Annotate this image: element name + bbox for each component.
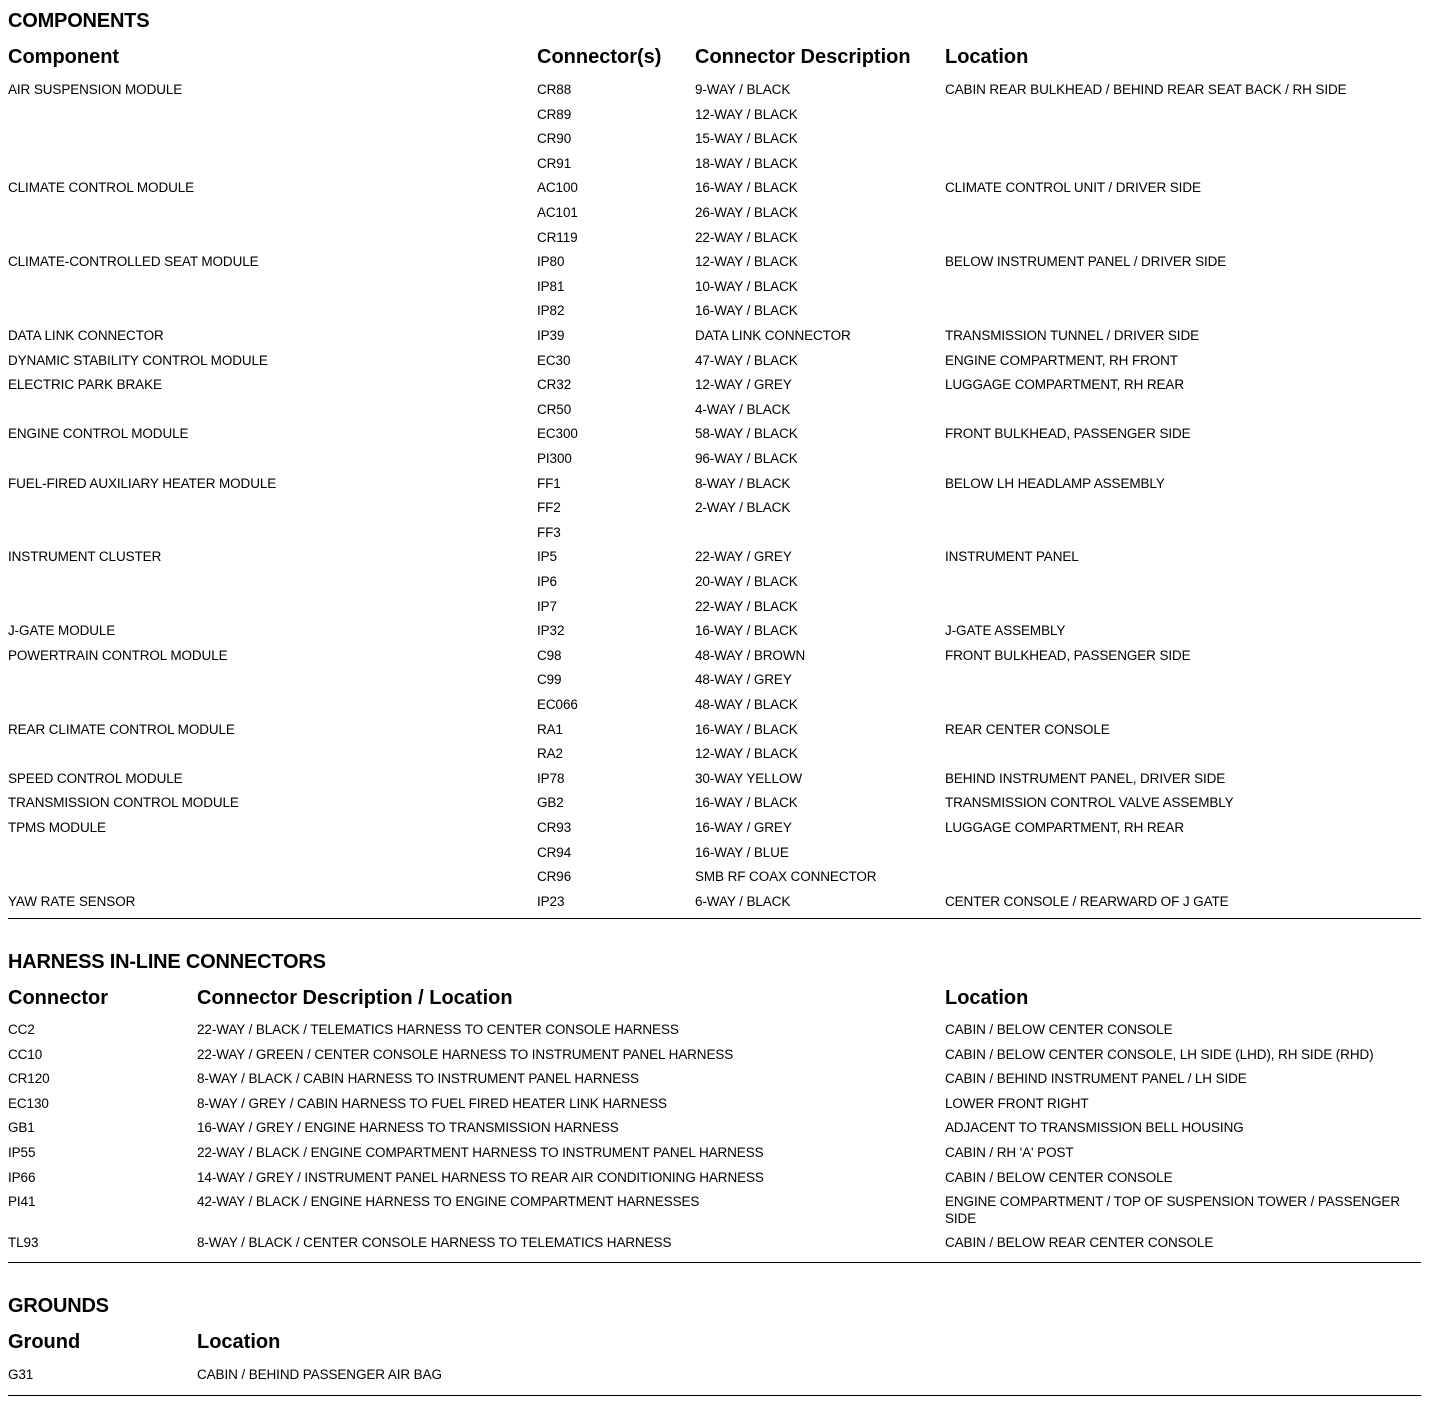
components-cell-description: SMB RF COAX CONNECTOR <box>695 869 877 885</box>
components-cell-description: 12-WAY / BLACK <box>695 254 798 270</box>
components-cell-connector: C99 <box>537 672 562 688</box>
components-cell-connector: CR88 <box>537 82 572 97</box>
harness-cell-description: 16-WAY / GREY / ENGINE HARNESS TO TRANSMISSION HARNESS <box>197 1120 619 1136</box>
harness-row <box>0 1193 1440 1227</box>
components-cell-location: BELOW INSTRUMENT PANEL / DRIVER SIDE <box>945 254 1227 270</box>
harness-cell-description: 22-WAY / GREEN / CENTER CONSOLE HARNESS TO INSTRUMENT PANEL HARNESS <box>197 1046 734 1062</box>
components-cell-component: POWERTRAIN CONTROL MODULE <box>8 647 228 663</box>
grounds-row <box>0 1366 1440 1390</box>
components-cell-component: REAR CLIMATE CONTROL MODULE <box>8 721 235 737</box>
components-cell-connector: IP23 <box>537 893 565 909</box>
components-row <box>0 204 1440 228</box>
components-cell-description: DATA LINK CONNECTOR <box>695 328 851 343</box>
components-header-location: Location <box>945 46 1029 68</box>
components-row <box>0 352 1440 376</box>
components-row <box>0 844 1440 868</box>
harness-cell-connector: GB1 <box>8 1120 35 1136</box>
components-cell-component: DYNAMIC STABILITY CONTROL MODULE <box>8 352 268 368</box>
components-cell-component: ENGINE CONTROL MODULE <box>8 426 189 442</box>
components-cell-component: CLIMATE-CONTROLLED SEAT MODULE <box>8 254 259 270</box>
grounds-cell-ground: G31 <box>8 1367 34 1382</box>
components-cell-connector: IP32 <box>537 623 565 639</box>
components-cell-description: 4-WAY / BLACK <box>695 401 791 417</box>
components-row <box>0 499 1440 523</box>
components-cell-connector: CR50 <box>537 401 572 417</box>
harness-cell-location: CABIN / BELOW CENTER CONSOLE <box>945 1022 1173 1037</box>
components-cell-description: 2-WAY / BLACK <box>695 500 791 516</box>
harness-cell-description: 22-WAY / BLACK / ENGINE COMPARTMENT HARNESS TO INSTRUMENT PANEL HARNESS <box>197 1145 764 1160</box>
harness-row <box>0 1021 1440 1045</box>
harness-row <box>0 1070 1440 1094</box>
components-cell-description: 10-WAY / BLACK <box>695 278 798 294</box>
components-cell-description: 16-WAY / GREY <box>695 820 792 835</box>
harness-cell-description: 8-WAY / BLACK / CENTER CONSOLE HARNESS TO TELEMATICS HARNESS <box>197 1234 672 1250</box>
components-row <box>0 548 1440 572</box>
components-cell-description: 12-WAY / GREY <box>695 377 792 393</box>
harness-cell-connector: CC2 <box>8 1022 35 1037</box>
components-cell-connector: IP5 <box>537 549 557 565</box>
components-cell-location: FRONT BULKHEAD, PASSENGER SIDE <box>945 647 1191 663</box>
harness-cell-description: 14-WAY / GREY / INSTRUMENT PANEL HARNESS TO REAR AIR CONDITIONING HARNESS <box>197 1169 764 1185</box>
components-cell-component: DATA LINK CONNECTOR <box>8 328 164 343</box>
components-cell-description: 16-WAY / BLACK <box>695 795 798 811</box>
components-cell-component: CLIMATE CONTROL MODULE <box>8 180 195 196</box>
components-cell-connector: CR89 <box>537 106 572 122</box>
components-cell-description: 48-WAY / BLACK <box>695 697 798 712</box>
components-cell-connector: IP39 <box>537 328 565 343</box>
components-cell-component: J-GATE MODULE <box>8 623 116 639</box>
components-cell-description: 9-WAY / BLACK <box>695 82 791 97</box>
components-cell-description: 16-WAY / BLACK <box>695 180 798 196</box>
components-cell-description: 47-WAY / BLACK <box>695 352 798 368</box>
components-cell-component: FUEL-FIRED AUXILIARY HEATER MODULE <box>8 475 277 491</box>
components-cell-connector: EC30 <box>537 352 571 368</box>
harness-header-connector: Connector <box>8 987 108 1009</box>
components-row <box>0 130 1440 154</box>
harness-cell-description: 8-WAY / GREY / CABIN HARNESS TO FUEL FIRED HEATER LINK HARNESS <box>197 1095 667 1111</box>
components-header-connectors: Connector(s) <box>537 46 662 68</box>
components-row <box>0 819 1440 843</box>
components-divider <box>8 918 1421 919</box>
components-cell-location: BELOW LH HEADLAMP ASSEMBLY <box>945 475 1165 491</box>
components-title: COMPONENTS <box>8 10 150 32</box>
components-cell-description: 48-WAY / GREY <box>695 672 792 688</box>
components-cell-connector: CR32 <box>537 377 572 393</box>
components-cell-connector: IP81 <box>537 278 565 294</box>
harness-row <box>0 1095 1440 1119</box>
components-cell-connector: CR94 <box>537 844 572 860</box>
components-cell-description: 96-WAY / BLACK <box>695 451 798 466</box>
components-cell-location: J-GATE ASSEMBLY <box>945 623 1066 639</box>
components-cell-component: AIR SUSPENSION MODULE <box>8 82 183 97</box>
components-cell-connector: CR93 <box>537 820 572 835</box>
components-cell-description: 30-WAY YELLOW <box>695 770 802 786</box>
components-cell-connector: IP82 <box>537 303 565 319</box>
components-header-component: Component <box>8 46 120 68</box>
components-cell-connector: CR119 <box>537 229 578 245</box>
components-row <box>0 155 1440 179</box>
harness-cell-connector: CC10 <box>8 1046 43 1062</box>
harness-cell-connector: IP55 <box>8 1145 36 1160</box>
components-row <box>0 794 1440 818</box>
components-row <box>0 253 1440 277</box>
harness-cell-description: 22-WAY / BLACK / TELEMATICS HARNESS TO CENTER CONSOLE HARNESS <box>197 1022 679 1037</box>
components-cell-connector: GB2 <box>537 795 564 811</box>
components-row <box>0 81 1440 105</box>
components-cell-location: CLIMATE CONTROL UNIT / DRIVER SIDE <box>945 180 1201 196</box>
components-cell-description: 22-WAY / BLACK <box>695 229 798 245</box>
harness-cell-description: 42-WAY / BLACK / ENGINE HARNESS TO ENGINE COMPARTMENT HARNESSES <box>197 1194 700 1210</box>
components-cell-connector: RA2 <box>537 746 563 762</box>
components-cell-description: 26-WAY / BLACK <box>695 205 798 220</box>
components-cell-description: 12-WAY / BLACK <box>695 746 798 762</box>
components-cell-connector: C98 <box>537 647 562 663</box>
components-cell-connector: FF2 <box>537 500 561 516</box>
components-row <box>0 425 1440 449</box>
components-row <box>0 696 1440 720</box>
components-cell-location: INSTRUMENT PANEL <box>945 549 1079 565</box>
harness-cell-location: CABIN / BELOW REAR CENTER CONSOLE <box>945 1234 1214 1250</box>
components-cell-description: 48-WAY / BROWN <box>695 647 806 663</box>
components-cell-connector: RA1 <box>537 721 563 737</box>
components-cell-description: 8-WAY / BLACK <box>695 475 791 491</box>
components-row <box>0 573 1440 597</box>
harness-cell-location: CABIN / BEHIND INSTRUMENT PANEL / LH SIDE <box>945 1071 1247 1087</box>
components-cell-location: TRANSMISSION CONTROL VALVE ASSEMBLY <box>945 795 1234 811</box>
harness-cell-location: CABIN / BELOW CENTER CONSOLE, LH SIDE (LHD), RH SIDE (RHD) <box>945 1046 1374 1062</box>
components-cell-description: 16-WAY / BLACK <box>695 623 798 639</box>
components-row <box>0 278 1440 302</box>
components-cell-location: CENTER CONSOLE / REARWARD OF J GATE <box>945 893 1229 909</box>
components-cell-connector: IP7 <box>537 598 557 614</box>
harness-divider <box>8 1262 1421 1263</box>
components-cell-connector: IP80 <box>537 254 565 270</box>
components-cell-description: 16-WAY / BLACK <box>695 303 798 319</box>
components-row <box>0 868 1440 892</box>
components-row <box>0 229 1440 253</box>
grounds-divider <box>8 1395 1421 1396</box>
components-cell-location: FRONT BULKHEAD, PASSENGER SIDE <box>945 426 1191 442</box>
components-cell-description: 22-WAY / BLACK <box>695 598 798 614</box>
components-cell-description: 6-WAY / BLACK <box>695 893 791 909</box>
components-cell-connector: AC101 <box>537 205 578 220</box>
harness-cell-connector: EC130 <box>8 1095 49 1111</box>
components-cell-description: 12-WAY / BLACK <box>695 106 798 122</box>
components-cell-connector: IP78 <box>537 770 565 786</box>
harness-cell-location: ENGINE COMPARTMENT / TOP OF SUSPENSION TOWER / PASSENGER SIDE <box>945 1194 1400 1227</box>
components-row <box>0 450 1440 474</box>
harness-header-description: Connector Description / Location <box>197 987 513 1009</box>
components-row <box>0 770 1440 794</box>
components-header-description: Connector Description <box>695 46 911 68</box>
components-cell-connector: CR96 <box>537 869 572 885</box>
components-cell-connector: AC100 <box>537 180 578 196</box>
components-cell-component: INSTRUMENT CLUSTER <box>8 549 162 565</box>
harness-cell-connector: CR120 <box>8 1071 50 1087</box>
components-row <box>0 475 1440 499</box>
harness-row <box>0 1169 1440 1193</box>
components-cell-location: TRANSMISSION TUNNEL / DRIVER SIDE <box>945 328 1199 343</box>
harness-row <box>0 1234 1440 1258</box>
harness-cell-connector: PI41 <box>8 1194 36 1210</box>
components-row <box>0 376 1440 400</box>
components-cell-location: CABIN REAR BULKHEAD / BEHIND REAR SEAT BACK / RH SIDE <box>945 82 1347 97</box>
components-cell-connector: EC300 <box>537 426 578 442</box>
harness-title: HARNESS IN-LINE CONNECTORS <box>8 951 326 973</box>
components-cell-connector: CR90 <box>537 131 572 147</box>
harness-cell-description: 8-WAY / BLACK / CABIN HARNESS TO INSTRUMENT PANEL HARNESS <box>197 1071 639 1087</box>
components-row <box>0 622 1440 646</box>
components-cell-location: LUGGAGE COMPARTMENT, RH REAR <box>945 377 1184 393</box>
components-cell-component: TPMS MODULE <box>8 820 106 835</box>
components-row <box>0 598 1440 622</box>
components-cell-connector: CR91 <box>537 155 572 171</box>
grounds-title: GROUNDS <box>8 1295 109 1317</box>
components-cell-component: SPEED CONTROL MODULE <box>8 770 183 786</box>
components-cell-description: 22-WAY / GREY <box>695 549 792 565</box>
harness-row <box>0 1144 1440 1168</box>
components-row <box>0 327 1440 351</box>
components-cell-connector: EC066 <box>537 697 578 712</box>
harness-cell-location: ADJACENT TO TRANSMISSION BELL HOUSING <box>945 1120 1244 1136</box>
components-cell-component: TRANSMISSION CONTROL MODULE <box>8 795 239 811</box>
components-cell-location: REAR CENTER CONSOLE <box>945 721 1110 737</box>
harness-cell-connector: TL93 <box>8 1234 39 1250</box>
grounds-header-ground: Ground <box>8 1331 81 1353</box>
components-row <box>0 721 1440 745</box>
components-cell-description: 18-WAY / BLACK <box>695 155 798 171</box>
components-row <box>0 647 1440 671</box>
harness-cell-location: CABIN / BELOW CENTER CONSOLE <box>945 1169 1173 1185</box>
components-cell-description: 20-WAY / BLACK <box>695 574 798 589</box>
components-row <box>0 106 1440 130</box>
harness-header-location: Location <box>945 987 1029 1009</box>
components-cell-connector: IP6 <box>537 574 557 589</box>
harness-cell-connector: IP66 <box>8 1169 36 1185</box>
grounds-cell-location: CABIN / BEHIND PASSENGER AIR BAG <box>197 1367 442 1382</box>
components-row <box>0 179 1440 203</box>
components-row <box>0 671 1440 695</box>
harness-row <box>0 1119 1440 1143</box>
components-cell-location: ENGINE COMPARTMENT, RH FRONT <box>945 352 1178 368</box>
components-cell-description: 16-WAY / BLACK <box>695 721 798 737</box>
components-cell-description: 58-WAY / BLACK <box>695 426 798 442</box>
grounds-header-location: Location <box>197 1331 281 1353</box>
components-row <box>0 524 1440 548</box>
components-cell-connector: FF1 <box>537 475 561 491</box>
harness-cell-location: LOWER FRONT RIGHT <box>945 1095 1089 1111</box>
components-cell-component: ELECTRIC PARK BRAKE <box>8 377 162 393</box>
components-cell-description: 16-WAY / BLUE <box>695 844 789 860</box>
components-row <box>0 401 1440 425</box>
components-cell-description: 15-WAY / BLACK <box>695 131 798 147</box>
components-cell-component: YAW RATE SENSOR <box>8 893 136 909</box>
harness-row <box>0 1046 1440 1070</box>
components-cell-connector: FF3 <box>537 524 561 540</box>
harness-cell-location: CABIN / RH 'A' POST <box>945 1145 1074 1160</box>
components-cell-connector: PI300 <box>537 451 572 466</box>
components-cell-location: LUGGAGE COMPARTMENT, RH REAR <box>945 820 1184 835</box>
components-cell-location: BEHIND INSTRUMENT PANEL, DRIVER SIDE <box>945 770 1226 786</box>
components-row <box>0 302 1440 326</box>
components-row <box>0 745 1440 769</box>
components-row <box>0 893 1440 917</box>
